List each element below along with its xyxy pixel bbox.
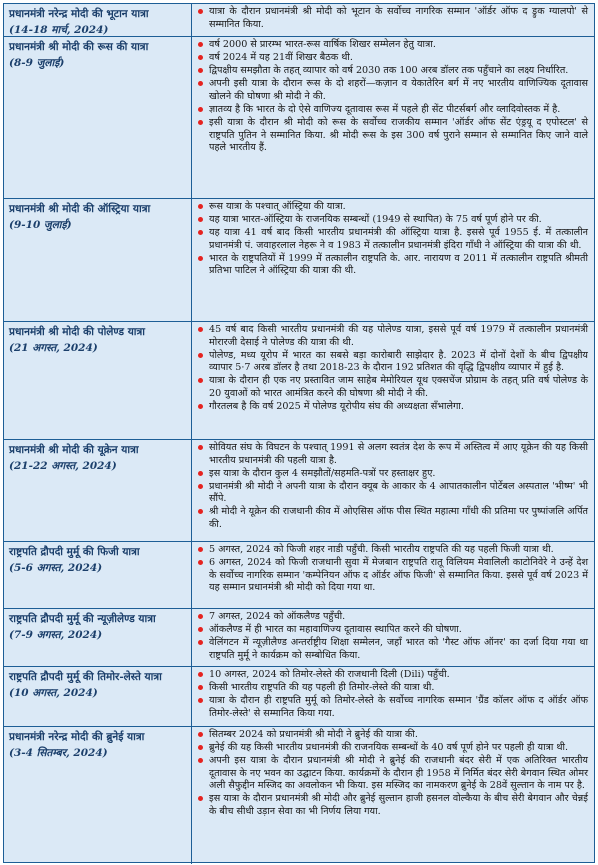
list-item: 6 अगस्त, 2024 को फिजी राजधानी सुवा में मेजबान राष्ट्रपति रातू विलियम मेवालिली काटोनिवेरे ने उन्हें देश के सर्वोच्च नागरिक सम्मान 'कम्पेनियन ऑफ द ऑर्डर ऑफ फिजी' से सम्मानित किया. इससे पूर्व वर्ष 2023 में यह सम्मान प्रधानमंत्री श्री मोदी को दिया गया था. <box>196 557 588 595</box>
list-item: वेलिंगटन में न्यूज़ीलैण्ड अन्तर्राष्ट्रीय शिक्षा सम्मेलन, जहाँ भारत को 'गैस्ट ऑफ ऑनर' का दर्जा दिया गया था राष्ट्रपति मुर्मू ने कार्यक्रम को सम्बोधित किया. <box>196 637 588 662</box>
visit-heading-cell <box>4 199 192 321</box>
visit-title: प्रधानमंत्री नरेन्द्र मोदी की ब्रुनेई यात्रा <box>9 731 145 743</box>
visit-title: प्रधानमंत्री श्री मोदी की रूस की यात्रा <box>9 41 149 53</box>
visit-details-cell <box>192 322 594 439</box>
visit-heading-cell <box>4 4 192 36</box>
visit-heading-cell <box>4 609 192 666</box>
detail-list <box>196 324 588 414</box>
detail-list <box>196 6 588 31</box>
list-item: यह यात्रा 41 वर्ष बाद किसी भारतीय प्रधानमंत्री की ऑस्ट्रिया यात्रा है. इससे पूर्व 1955 ई. में तत्कालीन प्रधानमंत्री पं. जवाहरलाल नेहरू ने व 1983 में तत्कालीन प्रधानमंत्री इंदिरा गाँधी ने ऑस्ट्रिया की यात्रा की थी. <box>196 227 588 252</box>
visit-heading-cell <box>4 542 192 608</box>
list-item: सोवियत संघ के विघटन के पश्चात् 1991 से अलग स्वतंत्र देश के रूप में अस्तित्व में आए यूक्रेन की यह किसी भारतीय प्रधानमंत्री की पहली यात्रा है. <box>196 442 588 467</box>
table-row <box>4 667 594 727</box>
list-item: ऑकलैण्ड में ही भारत का महावाणिज्य दूतावास स्थापित करने की घोषणा. <box>196 624 588 637</box>
list-item: यात्रा के दौरान ही राष्ट्रपति मुर्मू को तिमोर-लेस्ते के सर्वोच्च नागरिक सम्मान 'ग्रैंड कॉलर ऑफ द ऑर्डर ऑफ तिमोर-लेस्ते' से सम्मानित किया गया. <box>196 695 588 720</box>
list-item: इस यात्रा के दौरान कुल 4 समझौतों/सहमति-पत्रों पर हस्ताक्षर हुए. <box>196 468 588 481</box>
table-row <box>4 37 594 199</box>
list-item: यात्रा के दौरान प्रधानमंत्री श्री मोदी को भूटान के सर्वोच्च नागरिक सम्मान 'ऑर्डर ऑफ द ड्रुक ग्यालपो' से सम्मानित किया. <box>196 6 588 31</box>
list-item: इसी यात्रा के दौरान श्री मोदी को रूस के सर्वोच्च राजकीय सम्मान 'ऑर्डर ऑफ सेंट एंड्रयू द एपोस्टल' से राष्ट्रपति पुतिन ने सम्मानित किया. श्री मोदी रूस के इस 300 वर्ष पुराने सम्मान से सम्मानित किए जाने वाले पहले भारतीय हैं. <box>196 117 588 155</box>
red-dot-bullet-icon <box>198 204 203 209</box>
list-item: श्री मोदी ने यूक्रेन की राजधानी कीव में ओएसिस ऑफ पीस स्थित महात्मा गाँधी की प्रतिमा पर पुष्पांजलि अर्पित की. <box>196 506 588 531</box>
list-item: 5 अगस्त, 2024 को फिजी शहर नाडी पहुँची. किसी भारतीय राष्ट्रपति की यह पहली फिजी यात्रा थी. <box>196 544 588 557</box>
visit-date: (8-9 जुलाई) <box>9 57 65 69</box>
red-dot-bullet-icon <box>198 230 203 235</box>
detail-list <box>196 201 588 278</box>
list-item: वर्ष 2000 से प्रारम्भ भारत-रूस वार्षिक शिखर सम्मेलन हेतु यात्रा. <box>196 39 588 52</box>
detail-list <box>196 544 588 595</box>
list-item: गौरतलब है कि वर्ष 2025 में पोलेण्ड यूरोपीय संघ की अध्यक्षता सँभालेगा. <box>196 401 588 414</box>
red-dot-bullet-icon <box>198 471 203 476</box>
visit-heading-cell <box>4 440 192 541</box>
list-item: पोलेण्ड, मध्य यूरोप में भारत का सबसे बड़ा कारोबारी साझेदार है. 2023 में दोनों देशों के बीच द्विपक्षीय व्यापार 5·7 अरब डॉलर है तथा 2018-23 के दौरान 192 प्रतिशत की वृद्धि द्विपक्षीय व्यापार में हुई है. <box>196 350 588 375</box>
red-dot-bullet-icon <box>198 758 203 763</box>
visit-date: (9-10 जुलाई) <box>9 219 72 231</box>
visits-table <box>3 3 595 863</box>
visit-title: प्रधानमंत्री श्री मोदी की यूक्रेन यात्रा <box>9 444 139 456</box>
visit-details-cell <box>192 440 594 541</box>
detail-list <box>196 669 588 720</box>
visit-details-cell <box>192 542 594 608</box>
visit-date: (21 अगस्त, 2024) <box>9 342 98 354</box>
table-row <box>4 322 594 440</box>
red-dot-bullet-icon <box>198 560 203 565</box>
red-dot-bullet-icon <box>198 484 203 489</box>
list-item: अपनी इस यात्रा के दौरान प्रधानमंत्री श्री मोदी ने ब्रुनेई की राजधानी बंदर सेरी में एक अतिरिक्त भारतीय दूतावास के नए भवन का उद्घाटन किया. कार्यक्रमों के दौरान ही 1958 में निर्मित बंदर सेरी बेगवान स्थित ओमर अली सैफुद्दीन मस्जिद का अवलोकन भी किया. इस मस्जिद का नामकरण ब्रुनेई के 28वें सुल्तान के नाम पर है. <box>196 755 588 793</box>
red-dot-bullet-icon <box>198 68 203 73</box>
visit-details-cell <box>192 199 594 321</box>
table-row <box>4 440 594 542</box>
list-item: 45 वर्ष बाद किसी भारतीय प्रधानमंत्री की यह पोलेण्ड यात्रा, इससे पूर्व वर्ष 1979 में तत्कालीन प्रधानमंत्री मोरारजी देसाई ने पोलेण्ड की यात्रा की थी. <box>196 324 588 349</box>
red-dot-bullet-icon <box>198 107 203 112</box>
red-dot-bullet-icon <box>198 745 203 750</box>
red-dot-bullet-icon <box>198 353 203 358</box>
list-item: वर्ष 2024 में यह 21वीं शिखर बैठक थी. <box>196 52 588 65</box>
red-dot-bullet-icon <box>198 42 203 47</box>
visit-details-cell <box>192 667 594 726</box>
red-dot-bullet-icon <box>198 256 203 261</box>
visit-details-cell <box>192 609 594 666</box>
red-dot-bullet-icon <box>198 445 203 450</box>
red-dot-bullet-icon <box>198 378 203 383</box>
list-item: द्विपक्षीय समझौता के तहत् व्यापार को वर्ष 2030 तक 100 अरब डॉलर तक पहुँचाने का लक्ष्य निर्धारित. <box>196 65 588 78</box>
table-row <box>4 4 594 37</box>
list-item: रूस यात्रा के पश्चात् ऑस्ट्रिया की यात्रा. <box>196 201 588 214</box>
red-dot-bullet-icon <box>198 9 203 14</box>
list-item: सितम्बर 2024 को प्रधानमंत्री श्री मोदी ने ब्रुनेई की यात्रा की. <box>196 729 588 742</box>
visit-heading-cell <box>4 37 192 198</box>
list-item: अपनी इसी यात्रा के दौरान रूस के दो शहरों—कज़ान व येकातेरिन बर्ग में नए भारतीय वाणिज्यिक दूतावास खोलने की घोषणा श्री मोदी ने की. <box>196 78 588 103</box>
red-dot-bullet-icon <box>198 404 203 409</box>
visit-heading-cell <box>4 667 192 726</box>
visit-date: (7-9 अगस्त, 2024) <box>9 629 103 641</box>
list-item: ब्रुनेई की यह किसी भारतीय प्रधानमंत्री की राजनयिक सम्बन्धों के 40 वर्ष पूर्ण होने पर पहली ही यात्रा थी. <box>196 742 588 755</box>
list-item: यह यात्रा भारत-ऑस्ट्रिया के राजनयिक सम्बन्धों (1949 से स्थापित) के 75 वर्ष पूर्ण होने पर की. <box>196 214 588 227</box>
red-dot-bullet-icon <box>198 698 203 703</box>
visit-details-cell <box>192 37 594 198</box>
visit-title: राष्ट्रपति द्रौपदी मुर्मू की तिमोर-लेस्ते यात्रा <box>9 671 162 683</box>
red-dot-bullet-icon <box>198 640 203 645</box>
red-dot-bullet-icon <box>198 120 203 125</box>
visit-date: (10 अगस्त, 2024) <box>9 687 98 699</box>
list-item: 10 अगस्त, 2024 को तिमोर-लेस्ते की राजधानी दिली (Dili) पहुँची. <box>196 669 588 682</box>
red-dot-bullet-icon <box>198 81 203 86</box>
list-item: प्रधानमंत्री श्री मोदी ने अपनी यात्रा के दौरान क्यूब के आकार के 4 आपातकालीन पोर्टेबल अस्पताल 'भीष्म' भी सौंपे. <box>196 481 588 506</box>
red-dot-bullet-icon <box>198 217 203 222</box>
list-item: यात्रा के दौरान ही एक नए प्रस्तावित जाम साहेब मेमोरियल यूथ एक्सचेंज प्रोग्राम के तहत् प्रति वर्ष पोलेण्ड के 20 युवाओं को भारत आमंत्रित करने की घोषणा श्री मोदी ने की. <box>196 375 588 400</box>
detail-list <box>196 39 588 155</box>
visit-date: (21-22 अगस्त, 2024) <box>9 460 117 472</box>
visit-title: प्रधानमंत्री श्री मोदी की पोलेण्ड यात्रा <box>9 326 146 338</box>
list-item: 7 अगस्त, 2024 को ऑकलैण्ड पहुँची. <box>196 611 588 624</box>
red-dot-bullet-icon <box>198 627 203 632</box>
table-row <box>4 609 594 667</box>
visit-details-cell <box>192 727 594 864</box>
red-dot-bullet-icon <box>198 327 203 332</box>
detail-list <box>196 729 588 819</box>
red-dot-bullet-icon <box>198 547 203 552</box>
visit-title: प्रधानमंत्री श्री मोदी की ऑस्ट्रिया यात्रा <box>9 203 151 215</box>
list-item: किसी भारतीय राष्ट्रपति की यह पहली ही तिमोर-लेस्ते की यात्रा थी. <box>196 682 588 695</box>
visit-title: राष्ट्रपति द्रौपदी मुर्मू की फिजी यात्रा <box>9 546 140 558</box>
visit-date: (3-4 सितम्बर, 2024) <box>9 747 108 759</box>
red-dot-bullet-icon <box>198 672 203 677</box>
list-item: ज्ञातव्य है कि भारत के दो ऐसे वाणिज्य दूतावास रूस में पहले ही सेंट पीटर्सबर्ग और व्लादिवोस्तक में है. <box>196 104 588 117</box>
visit-title: प्रधानमंत्री नरेन्द्र मोदी की भूटान यात्रा <box>9 8 149 20</box>
detail-list <box>196 611 588 662</box>
table-row <box>4 199 594 322</box>
red-dot-bullet-icon <box>198 509 203 514</box>
table-row <box>4 542 594 609</box>
visit-date: (14-18 मार्च, 2024) <box>9 24 109 36</box>
visit-title: राष्ट्रपति द्रौपदी मुर्मू की न्यूज़ीलेण्ड यात्रा <box>9 613 156 625</box>
table-row <box>4 727 594 864</box>
red-dot-bullet-icon <box>198 614 203 619</box>
red-dot-bullet-icon <box>198 732 203 737</box>
visit-details-cell <box>192 4 594 36</box>
visit-heading-cell <box>4 322 192 439</box>
detail-list <box>196 442 588 532</box>
red-dot-bullet-icon <box>198 685 203 690</box>
list-item: भारत के राष्ट्रपतियों में 1999 में तत्कालीन राष्ट्रपति के. आर. नारायण व 2011 में तत्कालीन राष्ट्रपति श्रीमती प्रतिभा पाटिल ने ऑस्ट्रिया की यात्रा की थी. <box>196 253 588 278</box>
visit-date: (5-6 अगस्त, 2024) <box>9 562 103 574</box>
list-item: इस यात्रा के दौरान प्रधानमंत्री श्री मोदी और ब्रुनेई सुल्तान हाजी हसनल वोल्कैया के बीच सेरी बेगवान और चेन्नई के बीच सीधी उड़ान सेवा का भी निर्णय लिया गया. <box>196 793 588 818</box>
red-dot-bullet-icon <box>198 55 203 60</box>
red-dot-bullet-icon <box>198 796 203 801</box>
visit-heading-cell <box>4 727 192 864</box>
